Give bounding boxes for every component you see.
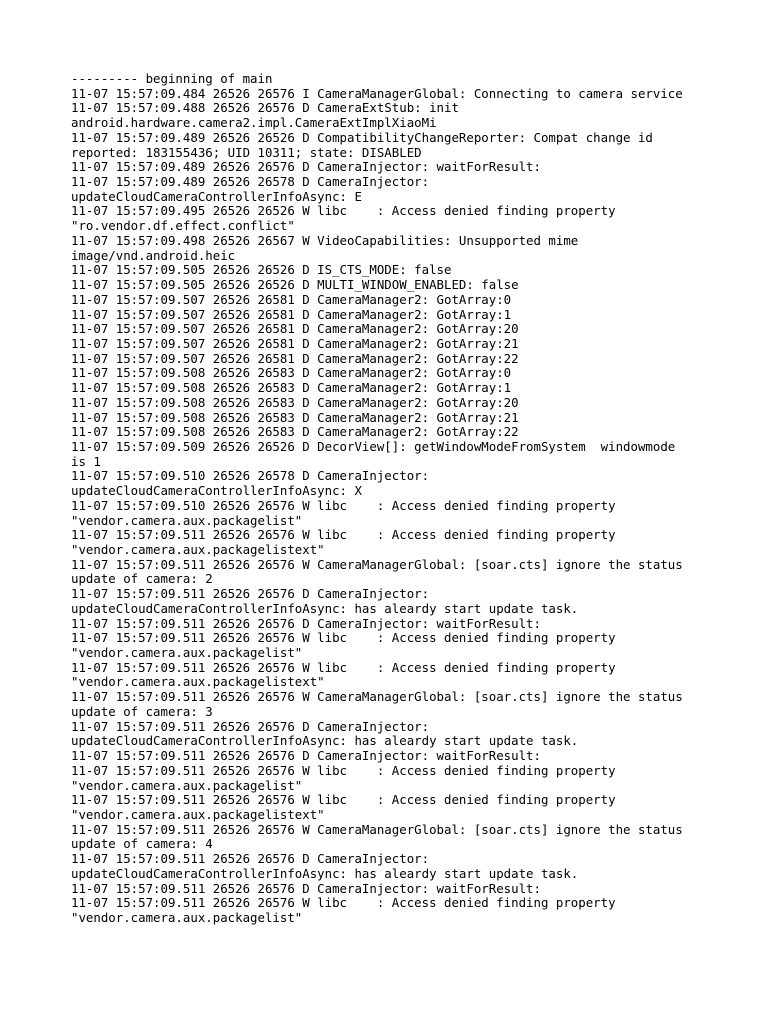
log-line: update of camera: 3 <box>71 703 213 719</box>
log-line: 11-07 15:57:09.484 26526 26576 I CameraManagerGlobal: Connecting to camera service <box>71 85 683 101</box>
log-line: 11-07 15:57:09.511 26526 26576 W libc : Access denied finding property <box>71 762 616 778</box>
log-line: android.hardware.camera2.impl.CameraExtImplXiaoMi <box>71 115 437 131</box>
log-line: 11-07 15:57:09.511 26526 26576 W libc : Access denied finding property <box>71 659 616 675</box>
log-line: "ro.vendor.df.effect.conflict" <box>71 218 295 234</box>
log-line: 11-07 15:57:09.511 26526 26576 D CameraInjector: <box>71 718 430 734</box>
log-line: update of camera: 2 <box>71 571 213 587</box>
log-line: "vendor.camera.aux.packagelist" <box>71 512 303 528</box>
log-line: 11-07 15:57:09.508 26526 26583 D CameraManager2: GotArray:20 <box>71 394 519 410</box>
log-line: 11-07 15:57:09.511 26526 26576 D CameraInjector: <box>71 851 430 867</box>
log-document <box>71 72 731 926</box>
log-line: 11-07 15:57:09.511 26526 26576 D CameraInjector: waitForResult: <box>71 615 541 631</box>
log-line: 11-07 15:57:09.508 26526 26583 D CameraManager2: GotArray:21 <box>71 409 519 425</box>
log-line: "vendor.camera.aux.packagelistext" <box>71 674 325 690</box>
log-line: 11-07 15:57:09.510 26526 26576 W libc : Access denied finding property <box>71 497 616 513</box>
log-line: is 1 <box>71 453 101 469</box>
log-line: 11-07 15:57:09.508 26526 26583 D CameraManager2: GotArray:1 <box>71 380 512 396</box>
log-line: 11-07 15:57:09.511 26526 26576 W libc : Access denied finding property <box>71 792 616 808</box>
log-line: 11-07 15:57:09.511 26526 26576 W libc : Access denied finding property <box>71 630 616 646</box>
log-line: 11-07 15:57:09.507 26526 26581 D CameraManager2: GotArray:20 <box>71 321 519 337</box>
log-line: update of camera: 4 <box>71 836 213 852</box>
log-line: 11-07 15:57:09.507 26526 26581 D CameraManager2: GotArray:1 <box>71 306 512 322</box>
log-line: 11-07 15:57:09.488 26526 26576 D CameraExtStub: init <box>71 100 459 116</box>
log-line: 11-07 15:57:09.507 26526 26581 D CameraManager2: GotArray:0 <box>71 291 512 307</box>
log-line: "vendor.camera.aux.packagelist" <box>71 777 303 793</box>
log-line: 11-07 15:57:09.511 26526 26576 W CameraManagerGlobal: [soar.cts] ignore the status <box>71 689 683 705</box>
log-line: updateCloudCameraControllerInfoAsync: X <box>71 483 362 499</box>
log-line: 11-07 15:57:09.507 26526 26581 D CameraManager2: GotArray:22 <box>71 350 519 366</box>
log-line: 11-07 15:57:09.511 26526 26576 D CameraInjector: waitForResult: <box>71 748 541 764</box>
log-line: "vendor.camera.aux.packagelist" <box>71 645 303 661</box>
log-line: 11-07 15:57:09.505 26526 26526 D MULTI_WINDOW_ENABLED: false <box>71 277 519 293</box>
log-line: 11-07 15:57:09.505 26526 26526 D IS_CTS_MODE: false <box>71 262 452 278</box>
log-line: 11-07 15:57:09.508 26526 26583 D CameraManager2: GotArray:0 <box>71 365 512 381</box>
log-line: image/vnd.android.heic <box>71 247 236 263</box>
log-line: "vendor.camera.aux.packagelistext" <box>71 542 325 557</box>
log-line: 11-07 15:57:09.495 26526 26526 W libc : Access denied finding property <box>71 203 616 219</box>
log-line: 11-07 15:57:09.511 26526 26576 W CameraManagerGlobal: [soar.cts] ignore the status <box>71 821 683 837</box>
log-line: 11-07 15:57:09.489 26526 26576 D CameraInjector: waitForResult: <box>71 159 541 175</box>
log-line: 11-07 15:57:09.507 26526 26581 D CameraManager2: GotArray:21 <box>71 335 519 351</box>
log-line: 11-07 15:57:09.511 26526 26576 D CameraInjector: waitForResult: <box>71 880 541 896</box>
log-line: 11-07 15:57:09.511 26526 26576 W libc : Access denied finding property <box>71 527 616 543</box>
log-line: 11-07 15:57:09.510 26526 26578 D CameraInjector: <box>71 468 430 484</box>
log-line: updateCloudCameraControllerInfoAsync: E <box>71 188 362 204</box>
log-line: "vendor.camera.aux.packagelistext" <box>71 806 325 822</box>
log-line: 11-07 15:57:09.508 26526 26583 D CameraManager2: GotArray:22 <box>71 424 519 440</box>
log-line: updateCloudCameraControllerInfoAsync: has aleardy start update task. <box>71 865 579 881</box>
log-line: 11-07 15:57:09.489 26526 26526 D CompatibilityChangeReporter: Compat change id <box>71 129 653 145</box>
log-line: 11-07 15:57:09.509 26526 26526 D DecorView[]: getWindowModeFromSystem windowmode <box>71 438 676 454</box>
log-line: 11-07 15:57:09.511 26526 26576 D CameraInjector: <box>71 586 430 602</box>
log-line: 11-07 15:57:09.498 26526 26567 W VideoCapabilities: Unsupported mime <box>71 232 579 248</box>
log-line: 11-07 15:57:09.489 26526 26578 D CameraInjector: <box>71 174 430 190</box>
log-line: 11-07 15:57:09.511 26526 26576 W CameraManagerGlobal: [soar.cts] ignore the status <box>71 556 683 572</box>
log-line: --------- beginning of main <box>71 71 273 86</box>
log-line: updateCloudCameraControllerInfoAsync: has aleardy start update task. <box>71 600 579 616</box>
log-line: updateCloudCameraControllerInfoAsync: has aleardy start update task. <box>71 733 579 749</box>
log-line: "vendor.camera.aux.packagelist" <box>71 909 303 925</box>
log-line: 11-07 15:57:09.511 26526 26576 W libc : Access denied finding property <box>71 895 616 911</box>
log-line: reported: 183155436; UID 10311; state: DISABLED <box>71 144 422 160</box>
